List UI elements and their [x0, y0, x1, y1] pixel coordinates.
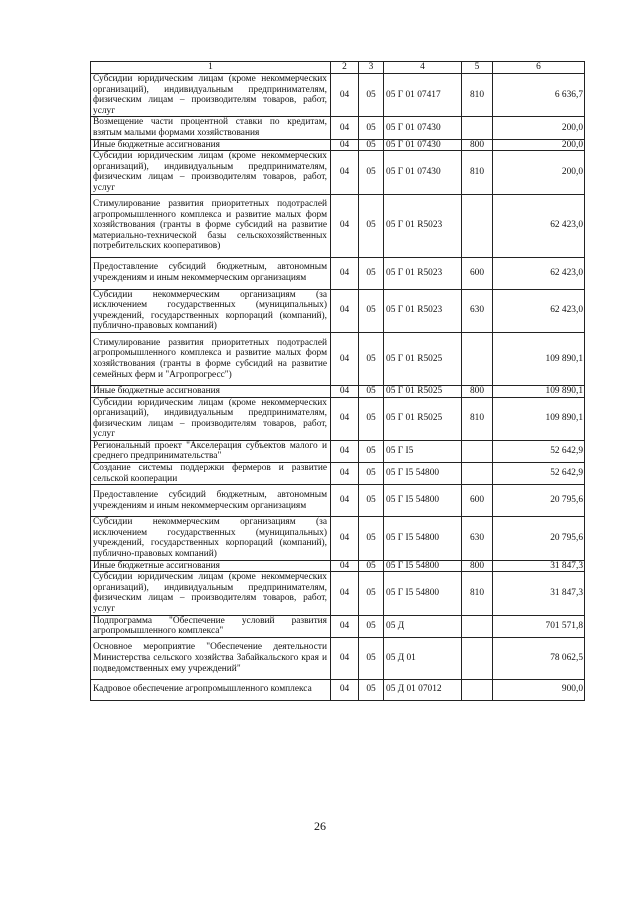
row-name-cell: Иные бюджетные ассигнования — [91, 560, 331, 572]
row-subsection-cell: 05 — [359, 440, 384, 462]
row-subsection-cell: 05 — [359, 139, 384, 151]
budget-table-container — [90, 61, 584, 701]
row-section-cell: 04 — [331, 572, 359, 615]
row-amount-cell: 31 847,3 — [493, 572, 585, 615]
row-subsection-cell: 05 — [359, 463, 384, 485]
header-cell: 6 — [493, 62, 585, 74]
row-expense-type-cell: 810 — [462, 151, 493, 194]
row-target-article-cell: 05 Г 01 R5025 — [384, 397, 462, 440]
row-expense-type-cell — [462, 637, 493, 679]
row-name-cell: Субсидии юридическим лицам (кроме некоммерческих организаций), индивидуальным предпринимателям, физическим лицам – производителям товаров, работ, услуг — [91, 572, 331, 615]
row-expense-type-cell — [462, 440, 493, 462]
row-name-cell: Субсидии юридическим лицам (кроме некоммерческих организаций), индивидуальным предпринимателям, физическим лицам – производителям товаров, работ, услуг — [91, 397, 331, 440]
row-amount-cell: 62 423,0 — [493, 289, 585, 332]
row-amount-cell: 62 423,0 — [493, 194, 585, 257]
table-row — [91, 397, 585, 440]
row-expense-type-cell — [462, 117, 493, 139]
row-section-cell: 04 — [331, 151, 359, 194]
row-target-article-cell: 05 Д 01 — [384, 637, 462, 679]
row-expense-type-cell: 810 — [462, 397, 493, 440]
row-name-cell: Кадровое обеспечение агропромышленного комплекса — [91, 679, 331, 700]
row-subsection-cell: 05 — [359, 572, 384, 615]
row-name-cell: Создание системы поддержки фермеров и развитие сельской кооперации — [91, 463, 331, 485]
row-name-cell: Субсидии некоммерческим организациям (за исключением государственных (муниципальных) учреждений, государственных корпораций (компаний), публично-правовых компаний) — [91, 517, 331, 560]
table-row — [91, 485, 585, 517]
row-target-article-cell: 05 Г I5 54800 — [384, 517, 462, 560]
row-expense-type-cell: 800 — [462, 139, 493, 151]
row-amount-cell: 20 795,6 — [493, 485, 585, 517]
table-row — [91, 679, 585, 700]
table-row — [91, 463, 585, 485]
row-amount-cell: 109 890,1 — [493, 397, 585, 440]
row-subsection-cell: 05 — [359, 385, 384, 397]
row-target-article-cell: 05 Г 01 07430 — [384, 139, 462, 151]
row-section-cell: 04 — [331, 194, 359, 257]
row-expense-type-cell: 600 — [462, 485, 493, 517]
row-target-article-cell: 05 Д 01 07012 — [384, 679, 462, 700]
row-target-article-cell: 05 Г 01 R5025 — [384, 385, 462, 397]
row-amount-cell: 701 571,8 — [493, 615, 585, 637]
row-target-article-cell: 05 Г I5 — [384, 440, 462, 462]
row-name-cell: Основное мероприятие "Обеспечение деятельности Министерства сельского хозяйства Забайкальского края и подведомственных ему учреждений" — [91, 637, 331, 679]
row-subsection-cell: 05 — [359, 637, 384, 679]
row-amount-cell: 109 890,1 — [493, 385, 585, 397]
row-amount-cell: 52 642,9 — [493, 463, 585, 485]
row-amount-cell: 62 423,0 — [493, 257, 585, 289]
row-section-cell: 04 — [331, 679, 359, 700]
row-amount-cell: 200,0 — [493, 139, 585, 151]
row-section-cell: 04 — [331, 485, 359, 517]
row-subsection-cell: 05 — [359, 74, 384, 117]
row-target-article-cell: 05 Г 01 07430 — [384, 117, 462, 139]
row-expense-type-cell — [462, 194, 493, 257]
row-section-cell: 04 — [331, 560, 359, 572]
header-cell: 3 — [359, 62, 384, 74]
row-subsection-cell: 05 — [359, 517, 384, 560]
row-name-cell: Стимулирование развития приоритетных подотраслей агропромышленного комплекса и развитие малых форм хозяйствования (гранты в форме субсидий на развитие семейных ферм и "Агропрогресс") — [91, 332, 331, 385]
row-expense-type-cell: 810 — [462, 74, 493, 117]
row-section-cell: 04 — [331, 332, 359, 385]
table-row — [91, 440, 585, 462]
row-amount-cell: 20 795,6 — [493, 517, 585, 560]
table-row — [91, 139, 585, 151]
row-expense-type-cell: 800 — [462, 385, 493, 397]
row-expense-type-cell: 800 — [462, 560, 493, 572]
table-row — [91, 637, 585, 679]
table-row — [91, 517, 585, 560]
table-row — [91, 257, 585, 289]
row-expense-type-cell: 600 — [462, 257, 493, 289]
row-subsection-cell: 05 — [359, 332, 384, 385]
row-amount-cell: 52 642,9 — [493, 440, 585, 462]
table-row — [91, 332, 585, 385]
budget-table — [90, 61, 585, 701]
row-name-cell: Предоставление субсидий бюджетным, автономным учреждениям и иным некоммерческим организациям — [91, 485, 331, 517]
header-cell: 2 — [331, 62, 359, 74]
page-number: 26 — [314, 819, 326, 833]
row-section-cell: 04 — [331, 117, 359, 139]
row-subsection-cell: 05 — [359, 151, 384, 194]
row-target-article-cell: 05 Г I5 54800 — [384, 463, 462, 485]
row-subsection-cell: 05 — [359, 485, 384, 517]
row-section-cell: 04 — [331, 385, 359, 397]
row-section-cell: 04 — [331, 463, 359, 485]
table-row — [91, 151, 585, 194]
row-target-article-cell: 05 Г 01 R5023 — [384, 289, 462, 332]
row-expense-type-cell — [462, 615, 493, 637]
row-name-cell: Региональный проект "Акселерация субъектов малого и среднего предпринимательства" — [91, 440, 331, 462]
row-section-cell: 04 — [331, 74, 359, 117]
row-target-article-cell: 05 Г I5 54800 — [384, 485, 462, 517]
row-name-cell: Возмещение части процентной ставки по кредитам, взятым малыми формами хозяйствования — [91, 117, 331, 139]
row-amount-cell: 200,0 — [493, 151, 585, 194]
table-row — [91, 615, 585, 637]
row-name-cell: Субсидии некоммерческим организациям (за исключением государственных (муниципальных) учреждений, государственных корпораций (компаний), публично-правовых компаний) — [91, 289, 331, 332]
row-subsection-cell: 05 — [359, 257, 384, 289]
row-section-cell: 04 — [331, 139, 359, 151]
row-expense-type-cell — [462, 463, 493, 485]
row-name-cell: Стимулирование развития приоритетных подотраслей агропромышленного комплекса и развитие малых форм хозяйствования (гранты в форме субсидий на развитие материально-технической базы сельскохозяйственных потребительских кооперативов) — [91, 194, 331, 257]
row-expense-type-cell: 810 — [462, 572, 493, 615]
row-section-cell: 04 — [331, 615, 359, 637]
row-subsection-cell: 05 — [359, 117, 384, 139]
row-name-cell: Иные бюджетные ассигнования — [91, 385, 331, 397]
table-row — [91, 289, 585, 332]
row-section-cell: 04 — [331, 637, 359, 679]
row-target-article-cell: 05 Г 01 R5023 — [384, 257, 462, 289]
row-section-cell: 04 — [331, 397, 359, 440]
row-name-cell: Субсидии юридическим лицам (кроме некоммерческих организаций), индивидуальным предпринимателям, физическим лицам – производителям товаров, работ, услуг — [91, 74, 331, 117]
table-row — [91, 385, 585, 397]
table-row — [91, 560, 585, 572]
row-amount-cell: 109 890,1 — [493, 332, 585, 385]
row-subsection-cell: 05 — [359, 679, 384, 700]
row-section-cell: 04 — [331, 289, 359, 332]
row-amount-cell: 31 847,3 — [493, 560, 585, 572]
row-subsection-cell: 05 — [359, 289, 384, 332]
row-expense-type-cell — [462, 332, 493, 385]
row-target-article-cell: 05 Г 01 07430 — [384, 151, 462, 194]
header-cell: 4 — [384, 62, 462, 74]
row-target-article-cell: 05 Д — [384, 615, 462, 637]
table-row — [91, 194, 585, 257]
row-amount-cell: 6 636,7 — [493, 74, 585, 117]
table-header-row — [91, 62, 585, 74]
row-subsection-cell: 05 — [359, 397, 384, 440]
header-cell: 5 — [462, 62, 493, 74]
row-target-article-cell: 05 Г 01 R5023 — [384, 194, 462, 257]
header-cell: 1 — [91, 62, 331, 74]
row-section-cell: 04 — [331, 257, 359, 289]
row-expense-type-cell: 630 — [462, 289, 493, 332]
table-row — [91, 572, 585, 615]
row-amount-cell: 900,0 — [493, 679, 585, 700]
table-row — [91, 74, 585, 117]
row-name-cell: Субсидии юридическим лицам (кроме некоммерческих организаций), индивидуальным предпринимателям, физическим лицам – производителям товаров, работ, услуг — [91, 151, 331, 194]
row-target-article-cell: 05 Г 01 R5025 — [384, 332, 462, 385]
row-amount-cell: 200,0 — [493, 117, 585, 139]
row-expense-type-cell — [462, 679, 493, 700]
row-target-article-cell: 05 Г I5 54800 — [384, 572, 462, 615]
row-expense-type-cell: 630 — [462, 517, 493, 560]
row-name-cell: Предоставление субсидий бюджетным, автономным учреждениям и иным некоммерческим организациям — [91, 257, 331, 289]
row-name-cell: Подпрограмма "Обеспечение условий развития агропромышленного комплекса" — [91, 615, 331, 637]
row-subsection-cell: 05 — [359, 615, 384, 637]
table-row — [91, 117, 585, 139]
row-name-cell: Иные бюджетные ассигнования — [91, 139, 331, 151]
row-target-article-cell: 05 Г 01 07417 — [384, 74, 462, 117]
row-subsection-cell: 05 — [359, 560, 384, 572]
row-subsection-cell: 05 — [359, 194, 384, 257]
row-section-cell: 04 — [331, 440, 359, 462]
row-section-cell: 04 — [331, 517, 359, 560]
row-target-article-cell: 05 Г I5 54800 — [384, 560, 462, 572]
row-amount-cell: 78 062,5 — [493, 637, 585, 679]
